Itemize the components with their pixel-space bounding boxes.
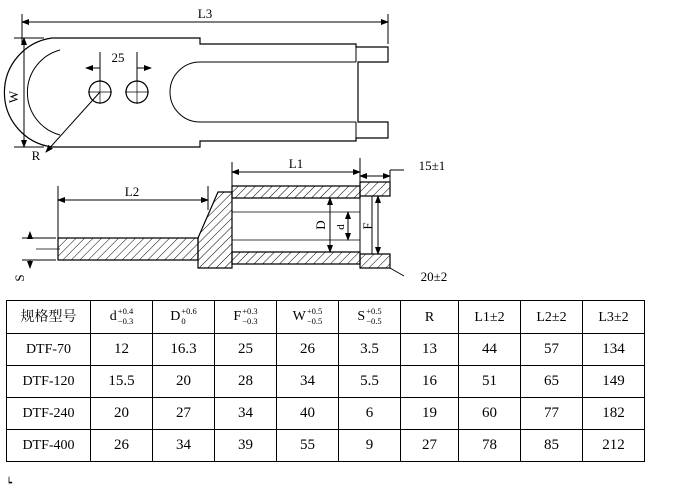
header-cell-d [91,301,153,334]
header-cell-R [401,301,459,334]
header-F-sup: +0.3 [242,306,258,317]
dim-W-label: W [6,90,21,104]
header-S-base: S [357,309,366,324]
header-cell-L2 [521,301,583,334]
header-cell-L3 [583,301,645,334]
table-header-row [7,301,645,334]
dim-tab-width-label: 15±1 [418,158,446,173]
header-D-sup: +0.6 [181,306,197,317]
corner-tick-mark: ┕ [6,478,13,489]
cell-W: 34 [277,366,339,398]
header-d-base: d [109,309,117,324]
header-S-sup: +0.5 [366,306,382,317]
cell-L1: 60 [459,398,521,430]
cell-L2: 65 [521,366,583,398]
cell-L3: 149 [583,366,645,398]
header-cell-L1 [459,301,521,334]
header-L3-base: L3±2 [598,310,629,325]
dim-L2-label: L2 [124,184,140,199]
cell-d: 26 [91,430,153,462]
cell-F: 34 [215,398,277,430]
dim-R-leader [46,92,100,152]
header-F-sub: −0.3 [242,316,258,326]
cell-L1: 78 [459,430,521,462]
header-d-sup: +0.4 [117,306,134,317]
header-F-base: F [233,309,242,324]
cell-D: 34 [153,430,215,462]
header-d-sub: −0.3 [117,316,134,326]
cell-model: DTF-120 [7,366,91,398]
table-row [7,430,645,462]
cell-L3: 134 [583,334,645,366]
dim-F-label: F [360,222,375,230]
cell-W: 55 [277,430,339,462]
header-W-sup: +0.5 [306,306,323,317]
cell-R: 19 [401,398,459,430]
header-cell-W [277,301,339,334]
table-row [7,366,645,398]
cell-model: DTF-70 [7,334,91,366]
spec-table [6,300,645,462]
table-row [7,398,645,430]
cell-W: 26 [277,334,339,366]
cell-L3: 212 [583,430,645,462]
cell-L2: 57 [521,334,583,366]
dim-tab-length [390,268,404,276]
header-cell-S [339,301,401,334]
cell-S: 5.5 [339,366,401,398]
cell-L3: 182 [583,398,645,430]
cell-S: 3.5 [339,334,401,366]
cell-R: 16 [401,366,459,398]
cell-L2: 77 [521,398,583,430]
cell-D: 16.3 [153,334,215,366]
cell-F: 28 [215,366,277,398]
cell-F: 25 [215,334,277,366]
header-D-base: D [170,309,181,324]
table-row [7,334,645,366]
cell-R: 27 [401,430,459,462]
cell-model: DTF-240 [7,398,91,430]
cell-L2: 85 [521,430,583,462]
dim-L3-label: L3 [197,6,213,21]
dim-tab-width [360,170,404,182]
header-W-sub: −0.5 [306,316,323,326]
dim-S-label: S [12,274,27,282]
cell-S: 9 [339,430,401,462]
dim-R-label: R [31,148,41,163]
cell-L1: 44 [459,334,521,366]
cell-D: 27 [153,398,215,430]
header-W-base: W [292,309,306,324]
cell-R: 13 [401,334,459,366]
header-L2-base: L2±2 [536,310,567,325]
header-L1-base: L1±2 [474,310,505,325]
cell-model: DTF-400 [7,430,91,462]
header-D-sub: 0 [181,316,186,326]
dim-hole-spacing-label: 25 [111,50,125,65]
top-view [4,38,388,147]
cell-L1: 51 [459,366,521,398]
header-R-base: R [424,310,435,325]
dim-L1-label: L1 [288,156,304,171]
cell-D: 20 [153,366,215,398]
cell-d: 20 [91,398,153,430]
cell-d: 12 [91,334,153,366]
cell-W: 40 [277,398,339,430]
header-cell-model [7,301,91,334]
header-S-sub: −0.5 [366,316,382,326]
dim-tab-length-label: 20±2 [420,269,448,284]
cell-S: 6 [339,398,401,430]
header-cell-D [153,301,215,334]
dim-S [22,232,56,268]
header-model-base: 规格型号 [20,310,77,325]
dim-D-label: D [313,220,328,230]
header-cell-F [215,301,277,334]
cell-F: 39 [215,430,277,462]
dim-d-label: d [335,224,347,230]
cell-d: 15.5 [91,366,153,398]
